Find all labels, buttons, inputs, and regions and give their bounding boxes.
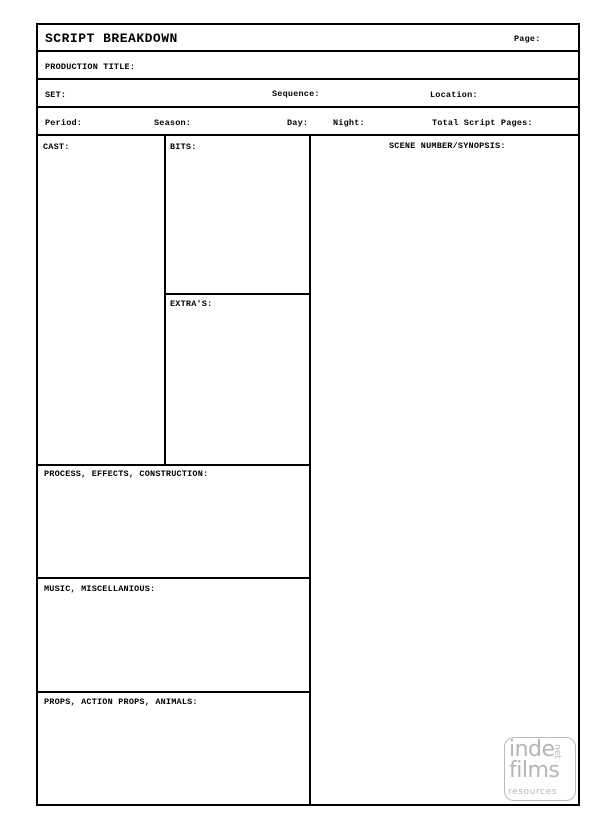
page-label: Page: (514, 34, 541, 44)
bits-section[interactable]: BITS: (170, 142, 197, 152)
logo-text-inde: inde (509, 737, 555, 762)
divider (36, 577, 311, 579)
logo-text-net: net (552, 744, 562, 759)
divider (36, 691, 311, 693)
total-pages-field[interactable]: Total Script Pages: (432, 118, 533, 128)
divider (36, 134, 580, 136)
production-title-field[interactable]: PRODUCTION TITLE: (45, 62, 136, 72)
process-effects-section[interactable]: PROCESS, EFFECTS, CONSTRUCTION: (44, 469, 209, 479)
night-field[interactable]: Night: (333, 118, 365, 128)
day-field[interactable]: Day: (287, 118, 309, 128)
set-field[interactable]: SET: (45, 90, 67, 100)
divider (164, 293, 311, 295)
season-field[interactable]: Season: (154, 118, 192, 128)
scene-synopsis-section[interactable]: SCENE NUMBER/SYNOPSIS: (389, 141, 506, 151)
props-section[interactable]: PROPS, ACTION PROPS, ANIMALS: (44, 697, 198, 707)
divider (36, 464, 311, 466)
sequence-field[interactable]: Sequence: (272, 89, 320, 99)
music-misc-section[interactable]: MUSIC, MISCELLANIOUS: (44, 584, 156, 594)
divider (36, 106, 580, 108)
location-field[interactable]: Location: (430, 90, 478, 100)
cast-section[interactable]: CAST: (43, 142, 70, 152)
logo-text-resources: resources (508, 787, 558, 797)
period-field[interactable]: Period: (45, 118, 83, 128)
logo-text-films: films (509, 758, 560, 783)
divider (36, 50, 580, 52)
column-divider (309, 134, 311, 806)
column-divider (164, 134, 166, 466)
divider (36, 78, 580, 80)
extras-section[interactable]: EXTRA'S: (170, 299, 213, 309)
indefilms-logo (504, 737, 576, 801)
form-title: SCRIPT BREAKDOWN (45, 31, 178, 46)
